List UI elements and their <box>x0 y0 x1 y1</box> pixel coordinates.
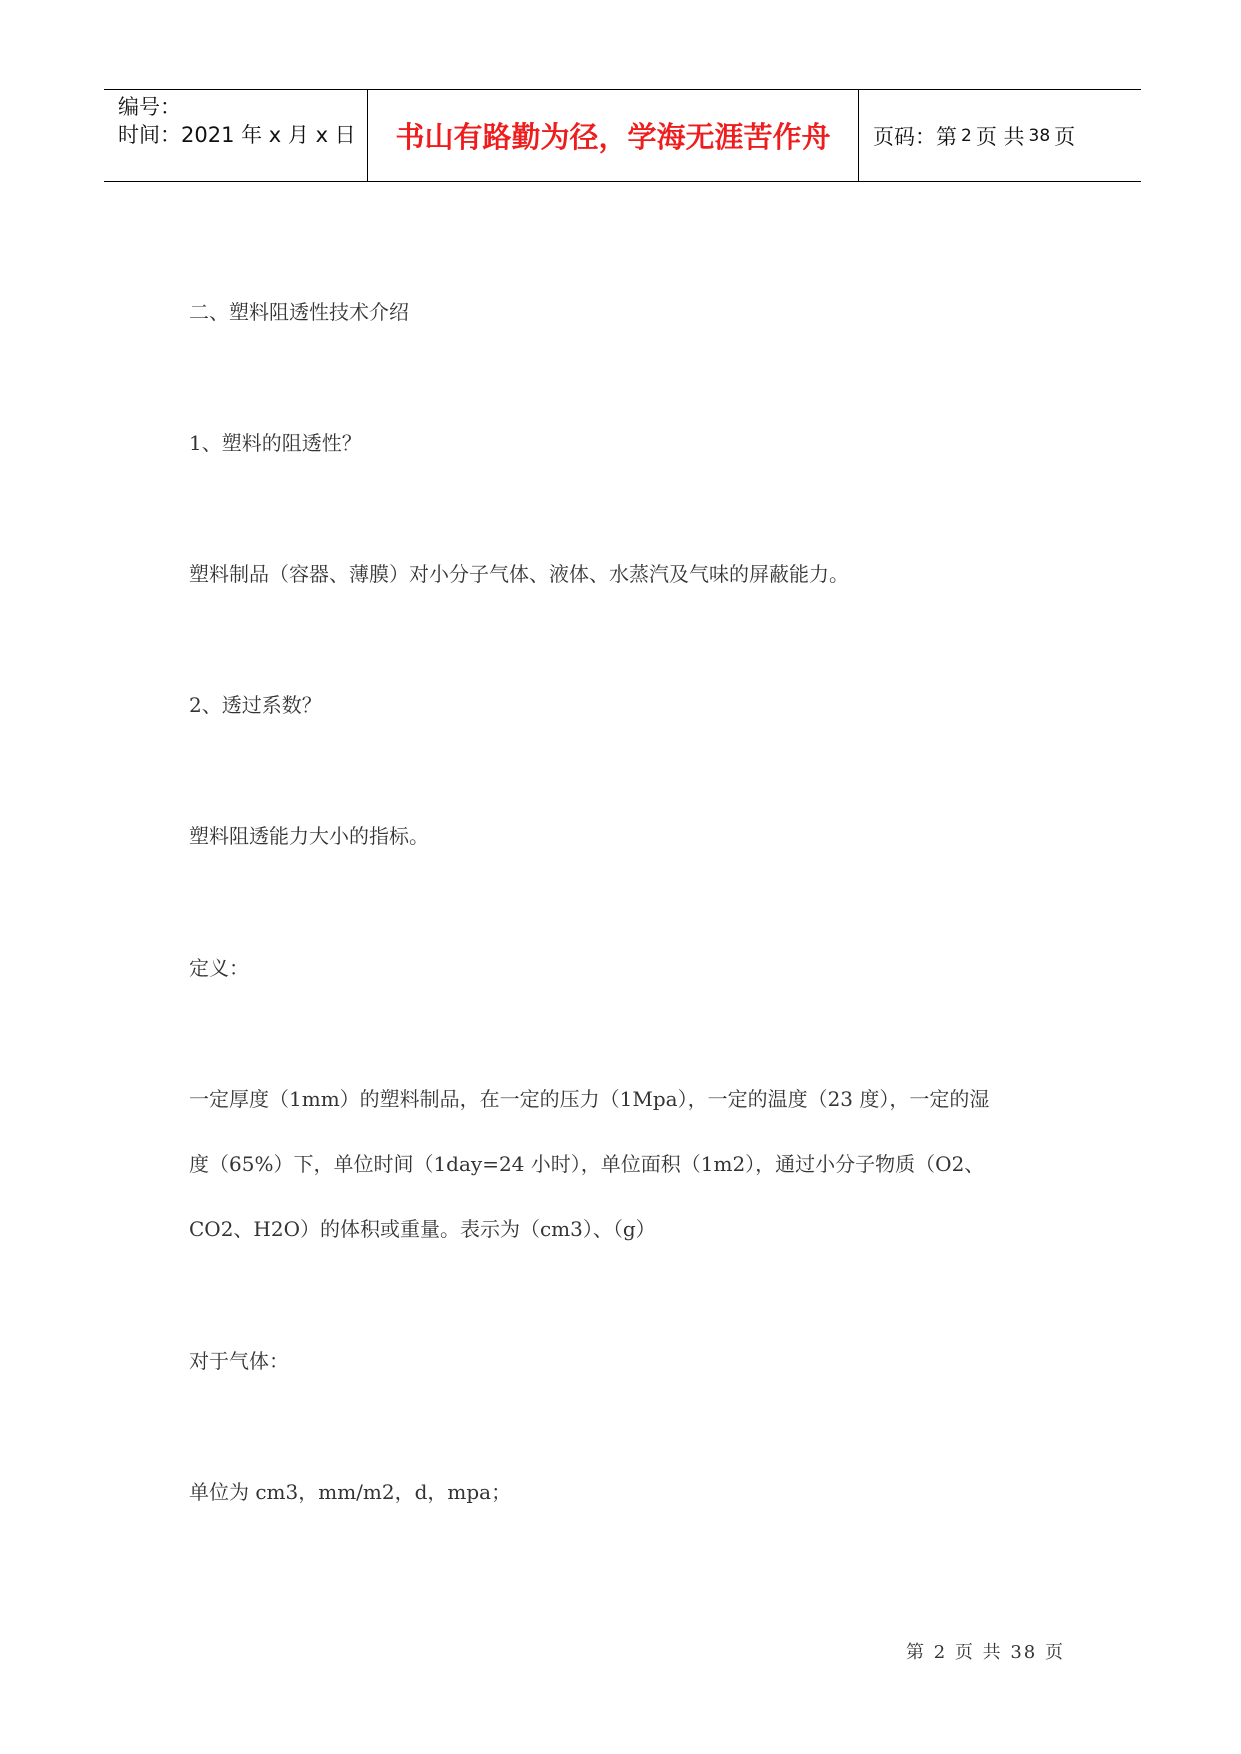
time-label: 时间：2021 年 x 月 x 日 <box>118 123 356 147</box>
question-2-answer: 塑料阻透能力大小的指标。 <box>189 824 429 848</box>
definition-label: 定义： <box>189 956 249 980</box>
header-page-info <box>859 90 1141 181</box>
page-suffix: 页 <box>1054 124 1076 149</box>
page-header <box>104 89 1141 182</box>
page-total: 38 <box>1028 125 1051 146</box>
page-current: 2 <box>961 125 972 146</box>
question-1-answer: 塑料制品（容器、薄膜）对小分子气体、液体、水蒸汽及气味的屏蔽能力。 <box>189 562 849 586</box>
definition-line-1: 一定厚度（1mm）的塑料制品，在一定的压力（1Mpa），一定的温度（23 度），一定的湿 <box>189 1087 990 1111</box>
header-motto: 书山有路勤为径，学海无涯苦作舟 <box>368 90 859 181</box>
header-meta <box>104 90 368 181</box>
gas-label: 对于气体： <box>189 1349 289 1373</box>
page-prefix: 页码：第 <box>873 124 957 149</box>
question-2-title: 2、透过系数？ <box>189 693 322 717</box>
section-title: 二、塑料阻透性技术介绍 <box>189 300 409 324</box>
page-mid: 页 共 <box>975 124 1025 149</box>
definition-line-3: CO2、H2O）的体积或重量。表示为（cm3）、（g） <box>189 1217 656 1241</box>
definition-line-2: 度（65%）下，单位时间（1day=24 小时），单位面积（1m2），通过小分子物质（O2、 <box>189 1152 985 1176</box>
question-1-title: 1、塑料的阻透性？ <box>189 431 362 455</box>
number-label: 编号： <box>118 95 181 119</box>
page-footer: 第 2 页 共 38 页 <box>906 1642 1065 1663</box>
gas-unit: 单位为 cm3，mm/m2，d，mpa； <box>189 1480 512 1504</box>
